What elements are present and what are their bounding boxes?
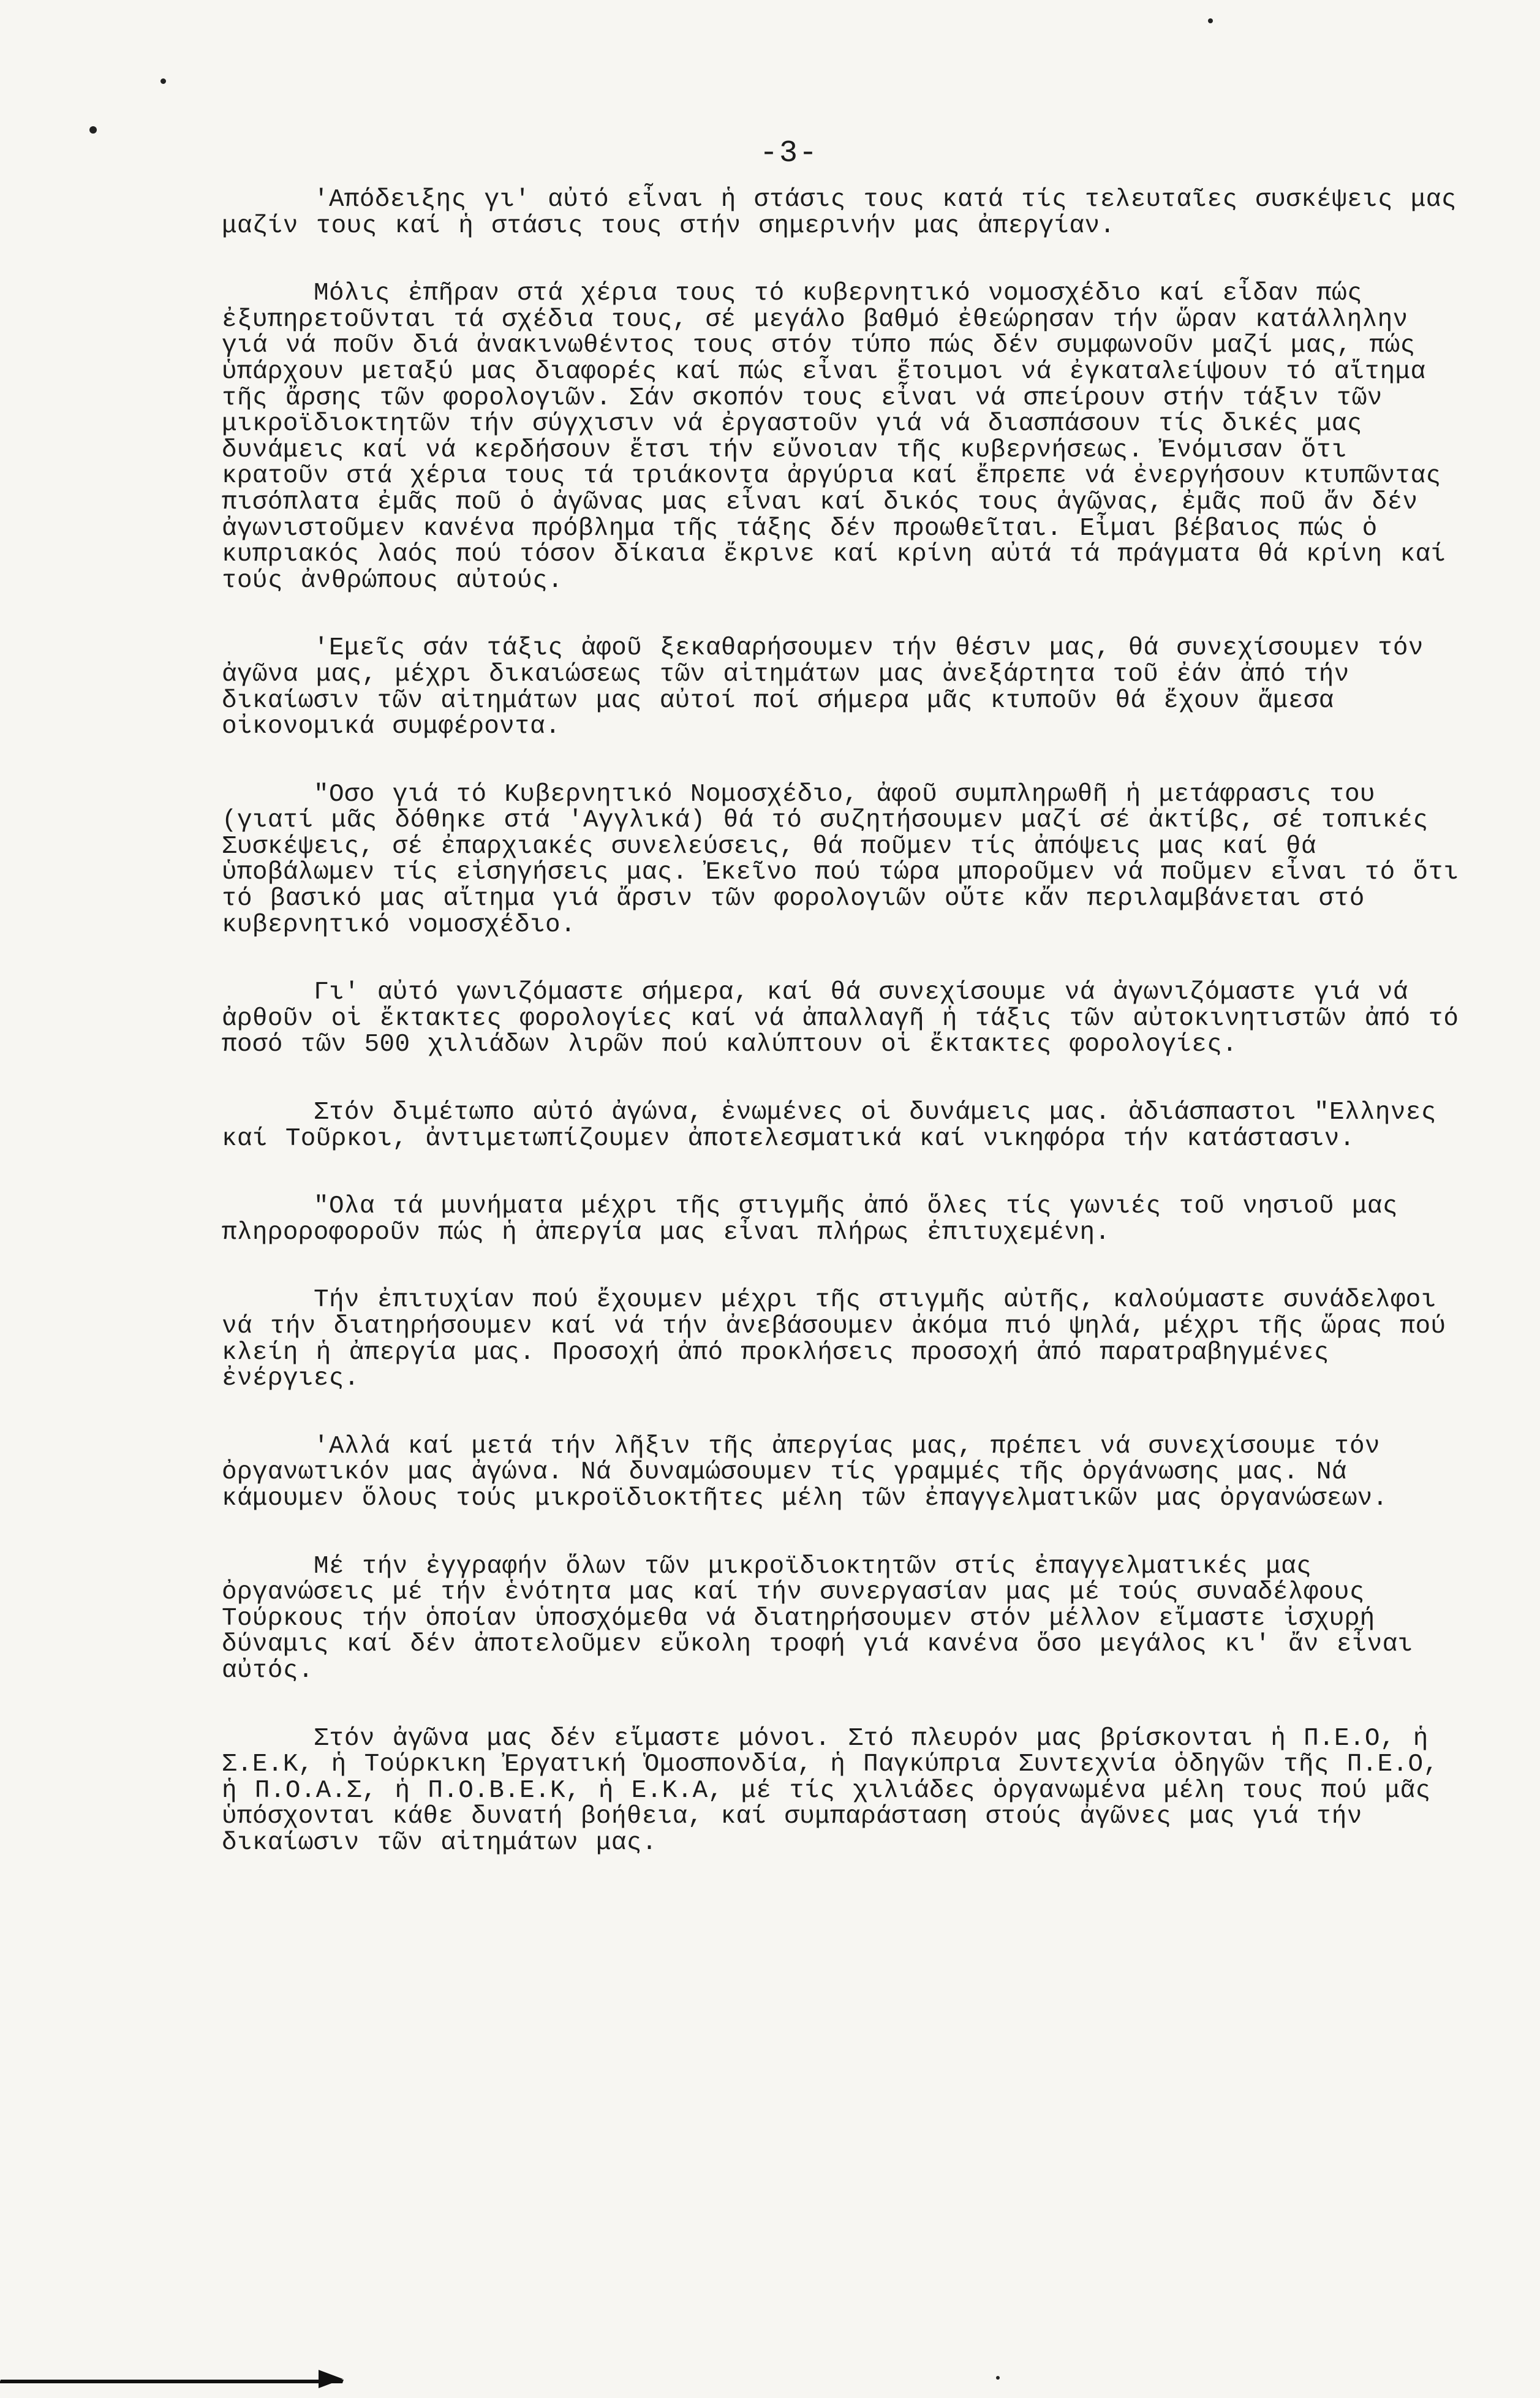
paragraph-2: Μόλις ἐπῆραν στά χέρια τους τό κυβερνητικό νομοσχέδιο καί εἶδαν πώς ἐξυπηρετοῦνται τά σχέδια τους, σέ μεγάλο βαθμό ἐθεώρησαν τήν ὥραν κατάλληλην γιά νά ποῦν διά ἀνακινωθέντος τους στόν τύπο πώς δέν συμφωνοῦν μαζί μας, πώς ὑπάρχουν μεταξύ μας διαφορές καί πώς εἶναι ἕτοιμοι νά ἐγκαταλείψουν τό αἴτημα τῆς ἄρσης τῶν φορολογιῶν. Σάν σκοπόν τους εἶναι νά σπείρουν στήν τάξιν τῶν μικροϊδιοκτητῶν τήν σύγχισιν νά ἐργαστοῦν γιά νά διασπάσουν τίς δικές μας δυνάμεις καί νά κερδήσουν ἔτσι τήν εὔνοιαν τῆς κυβερνήσεως. Ἐνόμισαν ὅτι κρατοῦν στά χέρια τους τά τριάκοντα ἀργύρια καί ἔπρεπε νά ἐνεργήσουν κτυπῶντας πισόπλατα ἐμᾶς ποῦ ὁ ἀγῶνας μας εἶναι καί δικός τους ἀγῶνας, ἐμᾶς ποῦ ἄν δέν ἀγωνιστοῦμεν κανένα πρόβλημα τῆς τάξης δέν προωθεῖται. Εἶμαι βέβαιος πώς ὁ κυπριακός λαός πού τόσον δίκαια ἔκρινε καί κρίνη αὐτά τά πράγματα θά κρίνη καί τούς ἀνθρώπους αὐτούς.	[222, 279, 1446, 595]
ink-speck-bottom-center	[996, 2376, 1000, 2380]
ink-speck-left	[89, 126, 97, 134]
paragraph-7: "Ολα τά μυνήματα μέχρι τῆς στιγμῆς ἀπό ὅλες τίς γωνιές τοῦ νησιοῦ μας πληροροφοροῦν πώς ἡ ἀπεργία μας εἶναι πλήρως ἐπιτυχεμένη.	[222, 1192, 1398, 1247]
paragraph-9: 'Αλλά καί μετά τήν λῆξιν τῆς ἀπεργίας μας, πρέπει νά συνεχίσουμε τόν ὀργανωτικόν μας ἀγώνα. Νά δυναμώσουμεν τίς γραμμές τῆς ὀργάνωσης μας. Νά κάμουμεν ὅλους τούς μικροϊδιοκτῆτες μέλη τῶν ἐπαγγελματικῶν μας ὀργανώσεων.	[222, 1432, 1388, 1513]
scan-edge-mark-bottom-left	[0, 2380, 344, 2383]
ink-speck-top-right	[1208, 18, 1213, 23]
ink-speck-top-left	[160, 78, 166, 84]
paragraph-11: Στόν ἀγῶνα μας δέν εἴμαστε μόνοι. Στό πλευρόν μας βρίσκονται ἡ Π.Ε.Ο, ἡ Σ.Ε.Κ, ἡ Τούρκικη Ἐργατική Ὁμοσπονδία, ἡ Παγκύπρια Συντεχνία ὁδηγῶν τῆς Π.Ε.Ο, ἡ Π.Ο.Α.Σ, ἡ Π.Ο.Β.Ε.Κ, ἡ Ε.Κ.Α, μέ τίς χιλιάδες ὀργανωμένα μέλη τους πού μᾶς ὑπόσχονται κάθε δυνατή βοήθεια, καί συμπαράσταση στούς ἀγῶνες μας γιά τήν δικαίωσιν τῶν αἰτημάτων μας.	[222, 1724, 1439, 1857]
paragraph-4: "Οσο γιά τό Κυβερνητικό Νομοσχέδιο, ἀφοῦ συμπληρωθῆ ἡ μετάφρασις του (γιατί μᾶς δόθηκε στά 'Αγγλικά) θά τό συζητήσουμεν μαζί σέ ἀκτίβς, σέ τοπικές Συσκέψεις, σέ ἐπαρχιακές συνελεύσεις, θά ποῦμεν τίς ἀπόψεις μας καί θά ὑποβάλωμεν τίς εἰσηγήσεις μας. Ἐκεῖνο πού τώρα μποροῦμεν νά ποῦμεν εἶναι τό ὅτι τό βασικό μας αἴτημα γιά ἄρσιν τῶν φορολογιῶν οὔτε κἄν περιλαμβάνεται στό κυβερνητικό νομοσχέδιο.	[222, 780, 1459, 939]
page-number: -3-	[760, 136, 819, 171]
body-text	[222, 187, 1471, 1898]
paragraph-3: 'Εμεῖς σάν τάξις ἀφοῦ ξεκαθαρήσουμεν τήν θέσιν μας, θά συνεχίσουμεν τόν ἀγῶνα μας, μέχρι δικαιώσεως τῶν αἰτημάτων μας ἀνεξάρτητα τοῦ ἐάν ἀπό τήν δικαίωσιν τῶν αἰτημάτων μας αὐτοί ποί σήμερα μᾶς κτυποῦν θά ἔχουν ἄμεσα οἰκονομικά συμφέροντα.	[222, 634, 1424, 741]
paragraph-1: 'Απόδειξης γι' αὐτό εἶναι ἡ στάσις τους κατά τίς τελευταῖες συσκέψεις μας μαζίν τους καί ἡ στάσις τους στήν σημερινήν μας ἀπεργίαν.	[222, 186, 1457, 240]
paragraph-8: Τήν ἐπιτυχίαν πού ἔχουμεν μέχρι τῆς στιγμῆς αὐτῆς, καλούμαστε συνάδελφοι νά τήν διατηρήσουμεν καί νά τήν ἀνεβάσουμεν ἀκόμα πιό ψηλά, μέχρι τῆς ὥρας πού κλείη ἡ ἀπεργία μας. Προσοχή ἀπό προκλήσεις προσοχή ἀπό παρατραβηγμένες ἐνέργιες.	[222, 1286, 1446, 1393]
paragraph-6: Στόν διμέτωπο αὐτό ἀγώνα, ἑνωμένες οἱ δυνάμεις μας. ἀδιάσπαστοι "Ελληνες καί Τοῦρκοι, ἀντιμετωπίζουμεν ἀποτελεσματικά καί νικηφόρα τήν κατάστασιν.	[222, 1099, 1436, 1153]
paragraph-10: Μέ τήν ἐγγραφήν ὅλων τῶν μικροϊδιοκτητῶν στίς ἐπαγγελματικές μας ὀργανώσεις μέ τήν ἑνότητα μας καί τήν συνεργασίαν μας μέ τούς συναδέλφους Τούρκους τήν ὁποίαν ὑποσχόμεθα νά διατηρήσουμεν στόν μέλλον εἴμαστε ἰσχυρή δύναμις καί δέν ἀποτελοῦμεν εὔκολη τροφή γιά κανένα ὅσο μεγάλος κι' ἄν εἶναι αὐτός.	[222, 1552, 1413, 1685]
paragraph-5: Γι' αὐτό γωνιζόμαστε σήμερα, καί θά συνεχίσουμε νά ἀγωνιζόμαστε γιά νά ἀρθοῦν οἱ ἔκτακτες φορολογίες καί νά ἀπαλλαγῆ ἡ τάξις τῶν αὐτοκινητιστῶν ἀπό τό ποσό τῶν 500 χιλιάδων λιρῶν πού καλύπτουν οἱ ἔκτακτες φορολογίες.	[222, 978, 1459, 1059]
scan-edge-mark-bottom-left-tip	[319, 2370, 343, 2388]
